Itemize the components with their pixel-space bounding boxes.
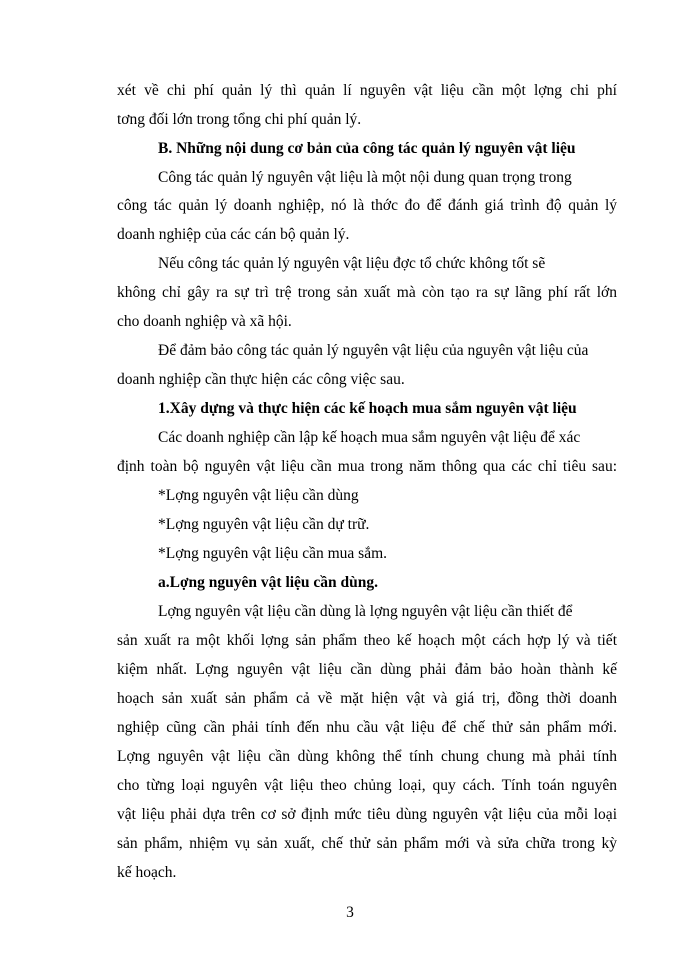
- body-text-line: tơng đối lớn trong tổng chi phí quản lý.: [117, 111, 362, 128]
- body-text-line: định toàn bộ nguyên vật liệu cần mua trong năm thông qua các chỉ tiêu sau:: [117, 458, 617, 475]
- list-item: *Lợng nguyên vật liệu cần dùng: [158, 487, 359, 504]
- body-text-line: công tác quản lý doanh nghiệp, nó là thớc đo để đánh giá trình độ quản lý: [117, 197, 617, 214]
- list-item: *Lợng nguyên vật liệu cần dự trữ.: [158, 516, 370, 533]
- body-text-line: Để đảm bảo công tác quản lý nguyên vật liệu của nguyên vật liệu của: [158, 342, 589, 359]
- body-text-line: hoạch sản xuất sản phẩm cả về mặt hiện vật và giá trị, đồng thời doanh: [117, 690, 617, 707]
- list-item: *Lợng nguyên vật liệu cần mua sắm.: [158, 545, 388, 562]
- body-text-line: không chỉ gây ra sự trì trệ trong sản xuất mà còn tạo ra sự lãng phí rất lớn: [117, 284, 617, 301]
- page-number: 3: [346, 904, 354, 921]
- body-text-line: nghiệp cũng cần phải tính đến nhu cầu vật liệu để chế thử sản phẩm mới.: [117, 719, 617, 736]
- subsection-heading: a.Lợng nguyên vật liệu cần dùng.: [158, 574, 379, 591]
- body-text-line: Lợng nguyên vật liệu cần dùng là lợng nguyên vật liệu cần thiết để: [158, 603, 573, 620]
- body-text-line: cho từng loại nguyên vật liệu theo chủng loại, quy cách. Tính toán nguyên: [117, 777, 617, 794]
- body-text-line: Công tác quản lý nguyên vật liệu là một nội dung quan trọng trong: [158, 169, 572, 186]
- body-text-line: Nếu công tác quản lý nguyên vật liệu đợc tổ chức không tốt sẽ: [158, 255, 546, 272]
- body-text-line: doanh nghiệp cần thực hiện các công việc sau.: [117, 371, 405, 388]
- body-text-line: kiệm nhất. Lợng nguyên vật liệu cần dùng phải đảm bảo hoàn thành kế: [117, 661, 617, 678]
- body-text-line: cho doanh nghiệp và xã hội.: [117, 313, 292, 330]
- body-text-line: kế hoạch.: [117, 864, 177, 881]
- body-text-line: xét về chi phí quản lý thì quản lí nguyên vật liệu cần một lợng chi phí: [117, 82, 617, 99]
- body-text-line: vật liệu phải dựa trên cơ sở định mức tiêu dùng nguyên vật liệu của mỗi loại: [117, 806, 617, 823]
- subsection-heading: 1.Xây dựng và thực hiện các kế hoạch mua sắm nguyên vật liệu: [158, 400, 577, 417]
- body-text-line: doanh nghiệp của các cán bộ quản lý.: [117, 226, 350, 243]
- body-text-line: sản phẩm, nhiệm vụ sản xuất, chế thử sản phẩm mới và sửa chữa trong kỳ: [117, 835, 617, 852]
- section-heading: B. Những nội dung cơ bản của công tác quản lý nguyên vật liệu: [158, 140, 576, 157]
- body-text-line: Các doanh nghiệp cần lập kế hoạch mua sắm nguyên vật liệu để xác: [158, 429, 581, 446]
- body-text-line: sản xuất ra một khối lợng sản phẩm theo kế hoạch một cách hợp lý và tiết: [117, 632, 617, 649]
- body-text-line: Lợng nguyên vật liệu cần dùng không thể tính chung chung mà phải tính: [117, 748, 617, 765]
